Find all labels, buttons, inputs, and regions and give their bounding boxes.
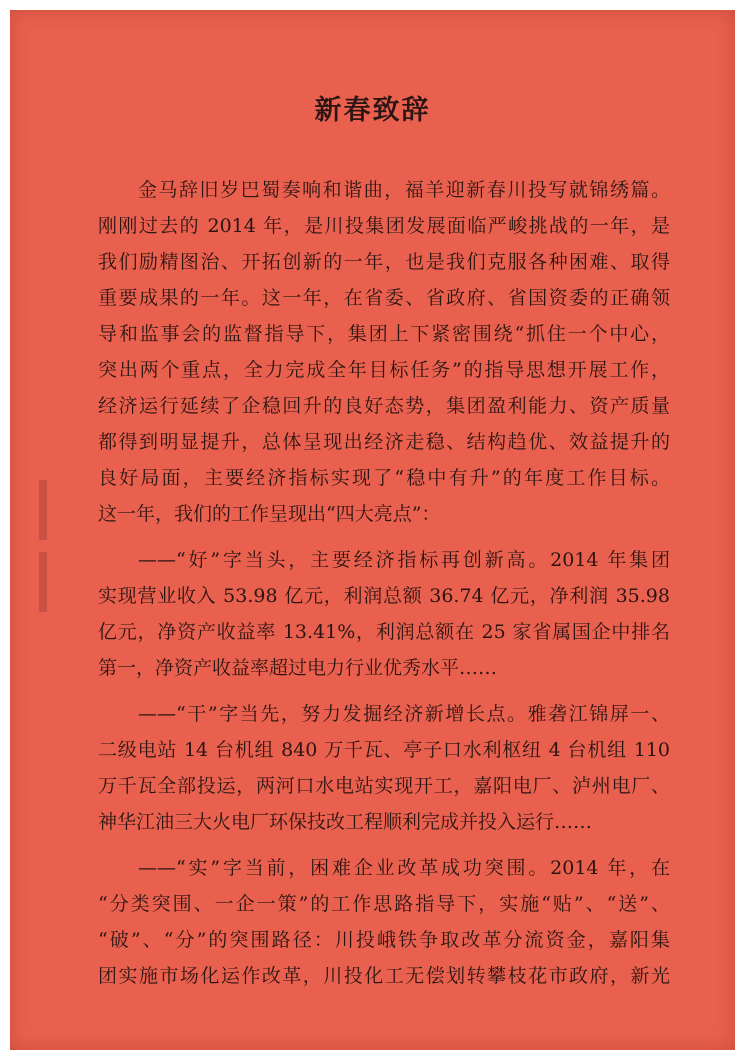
text-line: ——“干”字当先，努力发掘经济新增长点。雅砻江锦屏一、	[138, 703, 670, 725]
text-line: “分类突围、一企一策”的工作思路指导下，实施“贴”、“送”、	[98, 893, 670, 915]
text-line: 突出两个重点，全力完成全年目标任务”的指导思想开展工作，	[98, 359, 670, 381]
paragraph	[98, 696, 670, 840]
paragraph	[98, 172, 670, 532]
document-title: 新春致辞	[314, 95, 431, 126]
text-line: 实现营业收入 53.98 亿元，利润总额 36.74 亿元，净利润 35.98	[98, 585, 670, 607]
text-line: 二级电站 14 台机组 840 万千瓦、亭子口水利枢纽 4 台机组 110	[98, 739, 670, 761]
paragraph	[98, 542, 670, 686]
text-line: 团实施市场化运作改革，川投化工无偿划转攀枝花市政府，新光	[98, 965, 670, 987]
text-line: 经济运行延续了企稳回升的良好态势，集团盈利能力、资产质量	[98, 395, 670, 417]
text-line: ——“好”字当头，主要经济指标再创新高。2014 年集团	[138, 549, 670, 571]
text-line: 金马辞旧岁巴蜀奏响和谐曲，福羊迎新春川投写就锦绣篇。	[138, 179, 670, 201]
text-line: 都得到明显提升，总体呈现出经济走稳、结构趋优、效益提升的	[98, 431, 670, 453]
text-line: ——“实”字当前，困难企业改革成功突围。2014 年，在	[138, 857, 670, 879]
paragraph	[98, 850, 670, 994]
text-line: 神华江油三大火电厂环保技改工程顺利完成并投入运行……	[98, 811, 593, 833]
text-line: 这一年，我们的工作呈现出“四大亮点”：	[98, 503, 441, 525]
text-line: 重要成果的一年。这一年，在省委、省政府、省国资委的正确领	[98, 287, 670, 309]
text-line: 导和监事会的监督指导下，集团上下紧密围绕“抓住一个中心，	[98, 323, 670, 345]
document-body	[98, 172, 670, 994]
text-line: 亿元，净资产收益率 13.41%，利润总额在 25 家省属国企中排名	[98, 621, 670, 643]
text-line: 刚刚过去的 2014 年，是川投集团发展面临严峻挑战的一年，是	[98, 215, 670, 237]
margin-stamp-mark	[36, 480, 50, 620]
text-line: 我们励精图治、开拓创新的一年，也是我们克服各种困难、取得	[98, 251, 670, 273]
text-line: 良好局面，主要经济指标实现了“稳中有升”的年度工作目标。	[98, 467, 670, 489]
text-line: 第一，净资产收益率超过电力行业优秀水平……	[98, 657, 498, 679]
text-line: “破”、“分”的突围路径：川投峨铁争取改革分流资金，嘉阳集	[98, 929, 670, 951]
document-page	[10, 10, 735, 1050]
text-line: 万千瓦全部投运，两河口水电站实现开工，嘉阳电厂、泸州电厂、	[98, 775, 670, 797]
